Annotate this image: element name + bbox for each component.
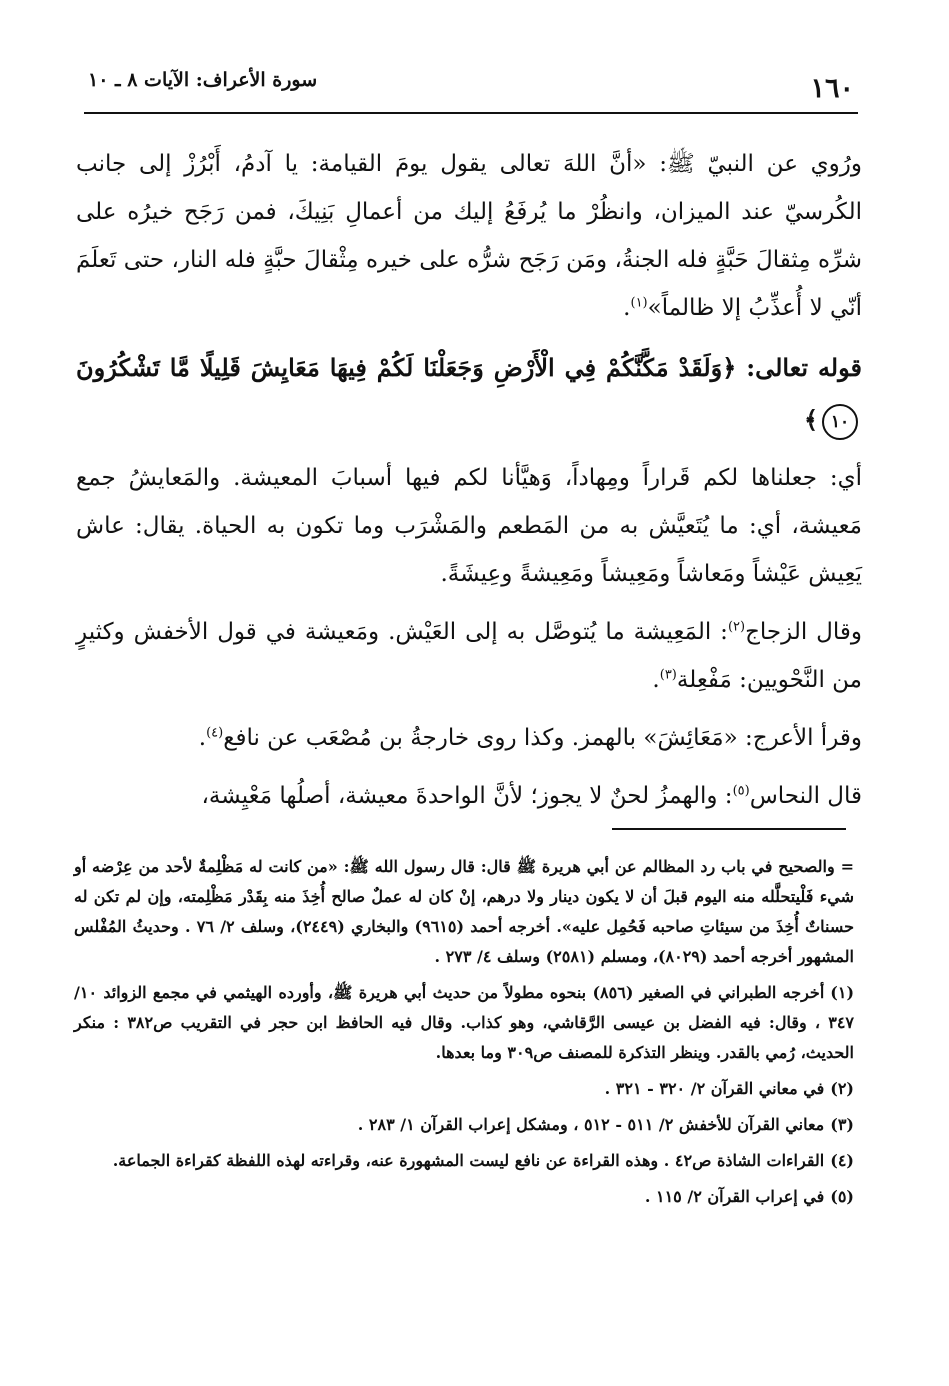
footnote-continuation: = والصحيح في باب رد المظالم عن أبي هريرة ﷺ قال: قال رسول الله ﷺ: «من كانت له مَظْلِمةٌ لأحد من عِرْضه أو شيء فَلْيتحلَّله منه اليوم قبلَ أن لا يكون دينار ولا درهم، إنْ كان له عملٌ صالح أُخِذَ منه بِقَدْر مَظْلِمته، وإن لم تكن له حسناتٌ أُخِذَ من سيئاتِ صاحبه فَحُمِل عليه». أخرجه أحمد (٩٦١٥) والبخاري (٢٤٤٩)، وسلف ٢/ ٧٦ . وحديثُ المُفْلس المشهور أخرجه أحمد (٨٠٢٩)، ومسلم (٢٥٨١) وسلف ٤/ ٢٧٣ .	[74, 857, 855, 966]
footnote-item	[74, 1146, 854, 1176]
footnote-number: (٢)	[830, 1079, 854, 1098]
paragraph-end: .	[623, 295, 631, 321]
footnote-number: (١)	[830, 983, 855, 1002]
footnote-item	[74, 1182, 854, 1212]
verse-label: قوله تعالى:	[746, 353, 862, 382]
page-number: ١٦٠	[810, 73, 854, 104]
footnote-text: معاني القرآن للأخفش ٢/ ٥١١ - ٥١٢ ، ومشكل إعراب القرآن ١/ ٢٨٣ .	[357, 1115, 825, 1134]
footnote-ref: (١)	[630, 295, 648, 311]
header-divider	[84, 112, 858, 114]
footnotes	[74, 852, 854, 1218]
paragraph-text: قال النحاس	[749, 783, 862, 809]
verse-text: ﴿وَلَقَدْ مَكَّنَّكُمْ فِي الْأَرْضِ وَجَعَلْنَا لَكُمْ فِيهَا مَعَايِشَ قَلِيلًا مَّا تَشْكُرُونَ	[76, 353, 737, 382]
footnote-item	[74, 1110, 854, 1140]
paragraph-hadith	[76, 140, 862, 332]
footnote-ref: (٥)	[732, 783, 750, 799]
paragraph-text: : والهمزُ لحنٌ لا يجوز؛ لأنَّ الواحدةَ معيشة، أصلُها مَعْيِشة،	[201, 783, 733, 809]
paragraph-nahhas	[76, 772, 862, 820]
paragraph-zajjaj	[76, 608, 862, 704]
paragraph-end: .	[652, 667, 660, 693]
paragraph-araj	[76, 714, 862, 762]
footnote-ref: (٤)	[206, 725, 224, 741]
paragraph-explanation: أي: جعلناها لكم قَراراً ومِهاداً، وَهيَّأنا لكم فيها أسبابَ المعيشة. والمَعايشُ جمع مَعيشة، أي: ما يُتَعيَّش به من المَطعم والمَشْرَب وما تكون به الحياة. يقال: عاش يَعِيش عَيْشاً ومَعاشاً ومَعِيشاً ومَعِيشةً وعِيشَةً.	[76, 465, 862, 587]
paragraph-text: ورُوي عن النبيّ ﷺ: «أنَّ اللهَ تعالى يقول يومَ القيامة: يا آدمُ، أَبْرُزْ إلى جانب الكُرسيّ عند الميزان، وانظُرْ ما يُرفَعُ إليك من أعمالِ بَنِيكَ، فمن رَجَح خيرُه على شرِّه مِثقالَ حَبَّةٍ فله الجنةُ، ومَن رَجَح شرُّه على خيره مِثْقالَ حبَّةٍ فله النار، حتى تَعلَمَ أنّي لا أُعذِّبُ إلا ظالماً»	[76, 151, 862, 321]
verse-close-bracket: ﴾	[803, 405, 818, 434]
footnote-text: القراءات الشاذة ص٤٢ . وهذه القراءة عن نافع ليست المشهورة عنه، وقراءته لهذه اللفظة كقراءة الجماعة.	[112, 1151, 825, 1170]
running-header	[84, 66, 864, 106]
footnote-text: في معاني القرآن ٢/ ٣٢٠ - ٣٢١ .	[604, 1079, 825, 1098]
paragraph-end: .	[198, 725, 207, 751]
footnote-ref: (٣)	[659, 667, 677, 683]
footnote-ref: (٢)	[727, 619, 746, 635]
main-text	[76, 140, 862, 830]
paragraph-text: وقرأ الأعرج: «مَعَائِشَ» بالهمز. وكذا روى خارجةُ بن مُصْعَب عن نافع	[223, 725, 862, 751]
footnote-number: (٥)	[830, 1187, 854, 1206]
footnote-divider	[612, 828, 846, 830]
footnote-text: في إعراب القرآن ٢/ ١١٥ .	[644, 1187, 825, 1206]
header-title: سورة الأعراف: الآيات ٨ ـ ١٠	[88, 69, 318, 91]
paragraph-text: وقال الزجاج	[745, 619, 863, 645]
footnote-number: (٣)	[830, 1115, 854, 1134]
footnote-item	[74, 1074, 854, 1104]
paragraph-text: : المَعِيشة ما يُتوصَّل به إلى العَيْش. ومَعيشة في قول الأخفش وكثيرٍ من النَّحْويين: مَفْعِلة	[76, 619, 862, 693]
footnote-text: أخرجه الطبراني في الصغير (٨٥٦) بنحوه مطولاً من حديث أبي هريرة ﷺ، وأورده الهيثمي في مجمع الزوائد ١٠/ ٣٤٧ ، وقال: فيه الفضل بن عيسى الرَّقاشي، وهو كذاب. وقال فيه الحافظ ابن حجر في التقريب ص٣٨٢ : منكر الحديث، رُمي بالقدر. وينظر التذكرة للمصنف ص٣٠٩ وما بعدها.	[74, 983, 855, 1062]
footnote-item	[74, 978, 854, 1068]
footnote-number: (٤)	[830, 1151, 854, 1170]
verse-block	[76, 342, 862, 446]
verse-number-ornament: ١٠	[822, 404, 858, 440]
